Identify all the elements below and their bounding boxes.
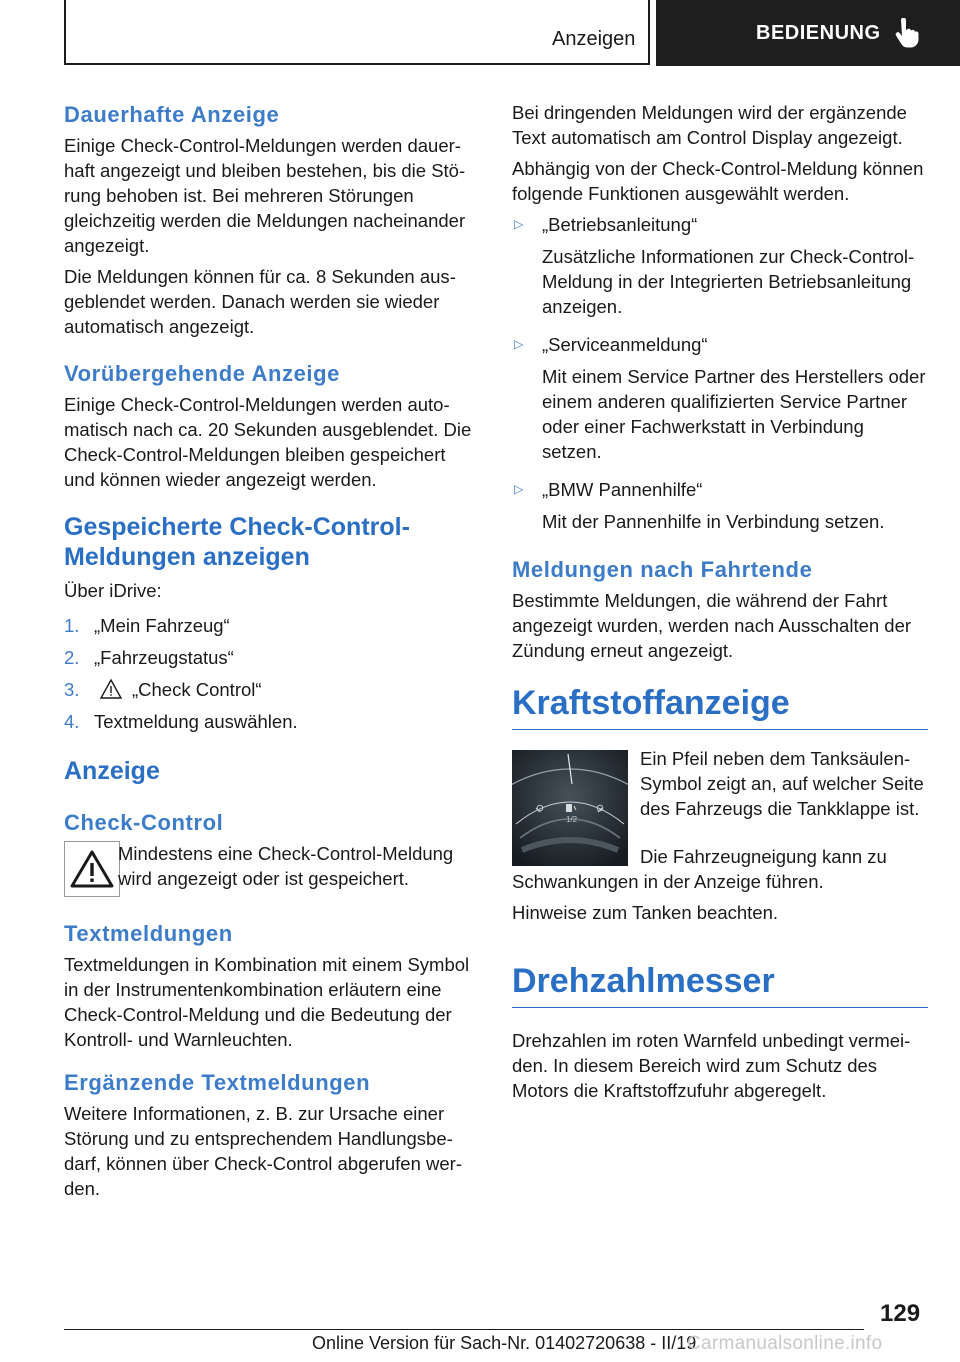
- paragraph: Abhängig von der Check-Control-Meldung können folgende Funktionen ausgewählt werden.: [512, 158, 924, 204]
- watermark: Carmanualsonline.info: [687, 1333, 883, 1354]
- list-text: Textmeldung auswählen.: [94, 711, 298, 732]
- paragraph: Weitere Informationen, z. B. zur Ursache einer Störung und zu entsprechendem Handlungsbedarf, können über Check-Control abgerufen werden.: [64, 1103, 462, 1199]
- svg-text:1/2: 1/2: [566, 815, 578, 824]
- heading-voruebergehende-anzeige: Vorübergehende Anzeige: [64, 361, 341, 386]
- heading-drehzahlmesser: Drehzahlmesser: [512, 959, 928, 1008]
- bullet-text: Mit einem Service Partner des Herstellers oder einem anderen qualifizierten Service Partner oder einer Fachwerkstatt in Verbindung setzen.: [542, 366, 926, 462]
- header-bottom-rule: [64, 63, 650, 65]
- list-item: [512, 477, 928, 541]
- heading-textmeldungen: Textmeldungen: [64, 921, 233, 946]
- paragraph: Hinweise zum Tanken beachten.: [512, 902, 779, 923]
- right-column: [512, 100, 928, 1109]
- heading-meldungen-nach-fahrtende: Meldungen nach Fahrtende: [512, 557, 813, 582]
- list-item: [64, 709, 478, 734]
- bullet-title: „Betriebsanleitung“: [542, 214, 698, 235]
- warning-symbol-box: [64, 841, 120, 897]
- list-text: „Mein Fahrzeug“: [94, 615, 230, 636]
- list-number: 4.: [64, 711, 80, 732]
- paragraph: Ein Pfeil neben dem Tanksäulen-Symbol zeigt an, auf welcher Seite des Fahrzeugs die Tankklappe ist.: [640, 748, 924, 819]
- list-item: [64, 613, 478, 638]
- paragraph: Mindestens eine Check-Control-Meldung wird angezeigt oder ist gespeichert.: [118, 843, 454, 889]
- header-divider: [648, 0, 650, 65]
- list-item: [64, 645, 478, 670]
- list-item: [64, 677, 478, 702]
- list-text: „Fahrzeugstatus“: [94, 647, 234, 668]
- bullet-triangle-icon: ▷: [514, 482, 524, 496]
- heading-kraftstoffanzeige: Kraftstoffanzeige: [512, 681, 928, 730]
- bullet-triangle-icon: ▷: [514, 217, 524, 231]
- paragraph: Textmeldungen in Kombination mit einem Symbol in der Instrumentenkombination erläutern eine Check-Control-Meldung und die Bedeutung der Kontroll- und Warnleuchten.: [64, 954, 470, 1050]
- warning-triangle-icon: [100, 679, 122, 699]
- footer-rule: [64, 1329, 864, 1330]
- bullet-triangle-icon: ▷: [514, 337, 524, 351]
- left-column: [64, 100, 478, 1207]
- header-section-title: Anzeigen: [552, 28, 636, 50]
- footer-online-version: Online Version für Sach-Nr. 01402720638 - II/19: [312, 1333, 697, 1353]
- page-number: 129: [880, 1300, 921, 1327]
- heading-anzeige: Anzeige: [64, 757, 160, 785]
- paragraph: Einige Check-Control-Meldungen werden automatisch nach ca. 20 Sekunden ausgeblendet. Die Check-Control-Meldungen bleiben gespeichert und können wieder angezeigt werden.: [64, 394, 472, 490]
- heading-gespeicherte-meldungen: Gespeicherte Check-Control-Meldungen anzeigen: [64, 513, 410, 571]
- paragraph: Über iDrive:: [64, 580, 162, 601]
- fuel-gauge-graphic: [512, 750, 628, 866]
- heading-check-control: Check-Control: [64, 810, 224, 835]
- paragraph: Die Meldungen können für ca. 8 Sekunden ausgeblendet werden. Danach werden sie wieder automatisch angezeigt.: [64, 266, 456, 337]
- bullet-title: „Serviceanmeldung“: [542, 334, 708, 355]
- list-number: 1.: [64, 615, 80, 636]
- heading-dauerhafte-anzeige: Dauerhafte Anzeige: [64, 102, 280, 127]
- header-chapter-title: BEDIENUNG: [756, 21, 881, 44]
- hand-pointer-icon: [893, 18, 919, 48]
- check-control-block: [64, 841, 478, 897]
- fuel-gauge-image: [512, 750, 628, 866]
- header-chapter-tab: [656, 0, 960, 66]
- list-number: 2.: [64, 647, 80, 668]
- bullet-text: Zusätzliche Informationen zur Check-Control-Meldung in der Integrierten Betriebsanleitung anzeigen.: [542, 246, 915, 317]
- list-item: [512, 332, 928, 471]
- header-left-rule: [64, 0, 66, 64]
- list-text: „Check Control“: [132, 679, 262, 700]
- paragraph: Drehzahlen im roten Warnfeld unbedingt vermeiden. In diesem Bereich wird zum Schutz des Motors die Kraftstoffzufuhr abgeregelt.: [512, 1030, 911, 1101]
- paragraph: Bestimmte Meldungen, die während der Fahrt angezeigt wurden, werden nach Ausschalten der Zündung erneut angezeigt.: [512, 590, 912, 661]
- bullet-title: „BMW Pannenhilfe“: [542, 479, 703, 500]
- warning-triangle-icon: [69, 849, 115, 889]
- list-item: [512, 212, 928, 326]
- paragraph: Die Fahrzeugneigung kann zu Schwankungen in der Anzeige führen.: [512, 846, 887, 892]
- list-number: 3.: [64, 679, 80, 700]
- bullet-text: Mit der Pannenhilfe in Verbindung setzen.: [542, 511, 885, 532]
- paragraph: Einige Check-Control-Meldungen werden dauerhaft angezeigt und bleiben bestehen, bis die Störung behoben ist. Bei mehreren Störungen gleichzeitig werden die Meldungen nacheinander angezeigt.: [64, 135, 466, 256]
- heading-ergaenzende-textmeldungen: Ergänzende Textmeldungen: [64, 1070, 371, 1095]
- paragraph: Bei dringenden Meldungen wird der ergänzende Text automatisch am Control Display angezeigt.: [512, 102, 907, 148]
